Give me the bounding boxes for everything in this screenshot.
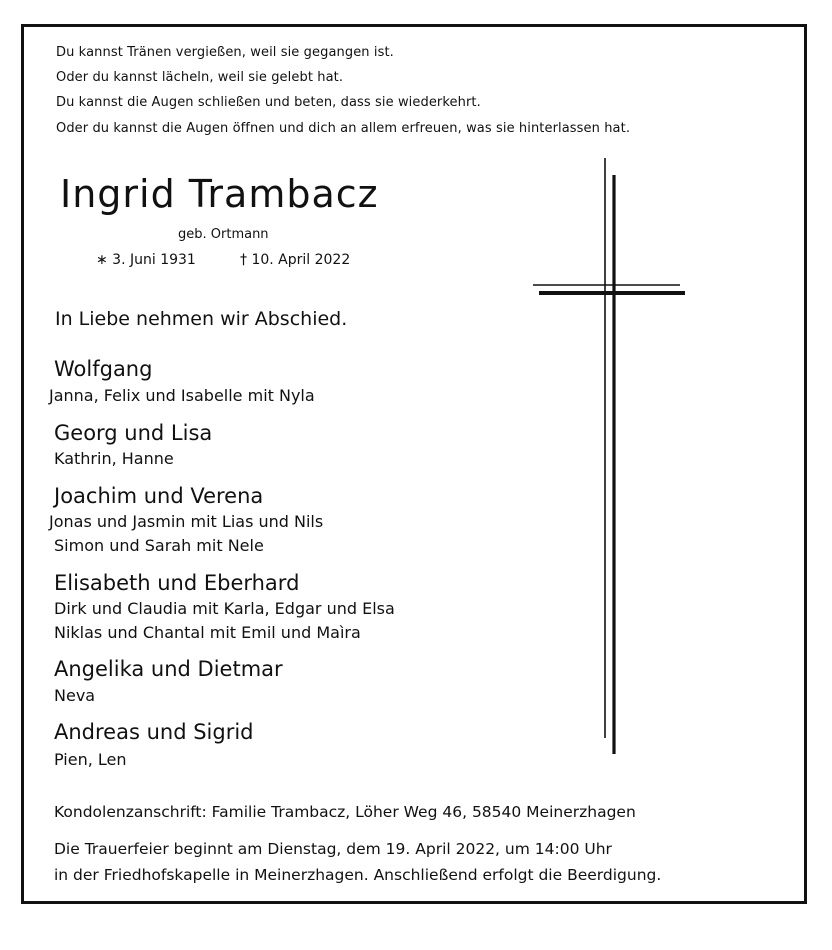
family-line: Janna, Felix und Isabelle mit Nyla [49, 386, 315, 405]
death-date: † 10. April 2022 [240, 252, 351, 268]
family-line: Jonas und Jasmin mit Lias und Nils [49, 512, 324, 531]
maiden-name: geb. Ortmann [178, 227, 269, 242]
cross-icon [525, 150, 695, 760]
family-line: Pien, Len [54, 750, 127, 769]
family-line: Niklas und Chantal mit Emil und Maìra [54, 623, 361, 642]
farewell-line: In Liebe nehmen wir Abschied. [55, 308, 348, 330]
family-line: Dirk und Claudia mit Karla, Edgar und Elsa [54, 599, 395, 618]
family-head: Elisabeth und Eberhard [54, 571, 300, 595]
family-head: Joachim und Verena [54, 484, 264, 508]
quote-line: Du kannst Tränen vergießen, weil sie gegangen ist. [56, 45, 394, 60]
family-head: Wolfgang [54, 357, 153, 381]
quote-line: Du kannst die Augen schließen und beten, dass sie wiederkehrt. [56, 95, 481, 110]
family-line: Neva [54, 686, 96, 705]
quote-line: Oder du kannst lächeln, weil sie gelebt hat. [56, 70, 344, 85]
service-line: Die Trauerfeier beginnt am Dienstag, dem 19. April 2022, um 14:00 Uhr [54, 840, 612, 858]
condolence-address: Kondolenzanschrift: Familie Trambacz, Löher Weg 46, 58540 Meinerzhagen [54, 803, 636, 821]
quote-line: Oder du kannst die Augen öffnen und dich an allem erfreuen, was sie hinterlassen hat. [56, 121, 631, 136]
family-line: Kathrin, Hanne [54, 449, 174, 468]
deceased-name: Ingrid Trambacz [60, 172, 379, 216]
family-head: Angelika und Dietmar [54, 657, 283, 681]
service-line: in der Friedhofskapelle in Meinerzhagen. Anschließend erfolgt die Beerdigung. [54, 866, 662, 884]
birth-date: ∗ 3. Juni 1931 [96, 252, 196, 268]
family-head: Andreas und Sigrid [54, 720, 254, 744]
family-line: Simon und Sarah mit Nele [54, 536, 264, 555]
family-head: Georg und Lisa [54, 421, 213, 445]
